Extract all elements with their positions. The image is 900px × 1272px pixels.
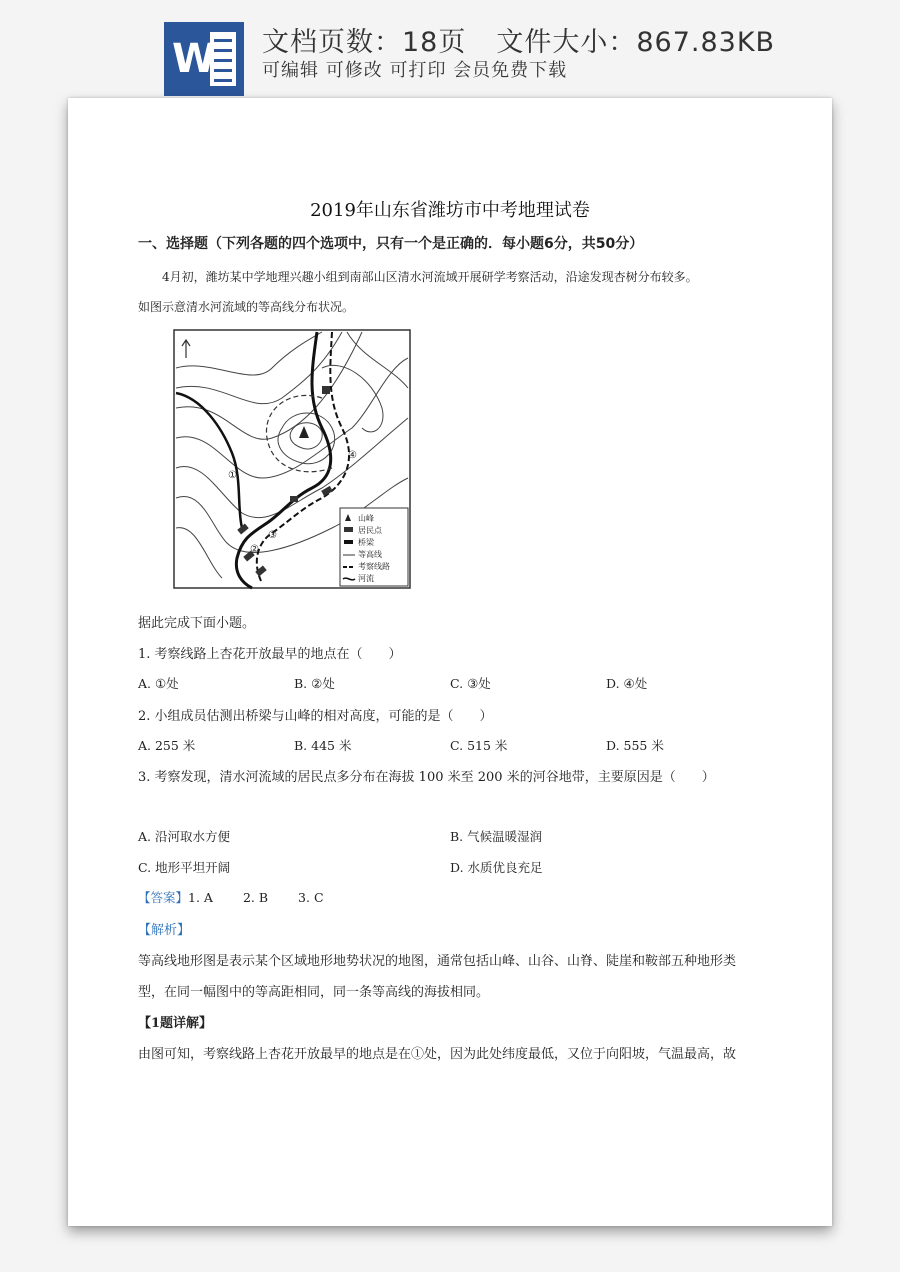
bridge-icon	[322, 386, 330, 394]
prompt-text: 据此完成下面小题。	[138, 616, 256, 631]
q3-option-b: B. 气候温暖湿润	[450, 829, 543, 844]
feature-list: 可编辑 可修改 可打印 会员免费下载	[262, 60, 568, 81]
legend-label: 桥梁	[358, 538, 374, 547]
file-size: 文件大小：867.83KB	[496, 27, 776, 58]
map-point-label: ③	[268, 530, 277, 541]
q1-option-b: B. ②处	[294, 676, 335, 691]
file-info	[262, 20, 775, 59]
contour-map	[172, 328, 412, 590]
q1-option-c: C. ③处	[450, 676, 491, 691]
download-banner	[0, 0, 900, 100]
intro-line-2: 如图示意清水河流域的等高线分布状况。	[138, 300, 355, 314]
word-document-icon	[164, 22, 244, 96]
q2-option-a: A. 255 米	[138, 738, 196, 753]
bridge-icon	[290, 496, 298, 502]
map-point-label: ②	[250, 544, 259, 555]
question-2: 2. 小组成员估测出桥梁与山峰的相对高度，可能的是（ ）	[138, 709, 493, 724]
question-1: 1. 考察线路上杏花开放最早的地点在（ ）	[138, 647, 402, 662]
page-title: 2019年山东省潍坊市中考地理试卷	[310, 200, 590, 221]
legend-label: 居民点	[358, 526, 382, 535]
q3-option-d: D. 水质优良充足	[450, 860, 543, 875]
map-point-label: ①	[228, 470, 237, 481]
q1-option-a: A. ①处	[138, 676, 179, 691]
q2-option-d: D. 555 米	[606, 738, 664, 753]
legend-label: 山峰	[358, 514, 374, 523]
page-count: 文档页数：18页	[262, 27, 467, 58]
answer-1: 1. A	[188, 890, 213, 905]
word-letter: W	[172, 36, 217, 82]
analysis-line-1: 等高线地形图是表示某个区域地形地势状况的地图，通常包括山峰、山谷、山脊、陡崖和鞍部五种地形类	[138, 954, 737, 969]
question-3: 3. 考察发现，清水河流域的居民点多分布在海拔 100 米至 200 米的河谷地带，主要原因是（ ）	[138, 770, 715, 785]
legend-label: 河流	[358, 574, 374, 583]
legend-label: 考察线路	[358, 562, 390, 571]
detail-line-1: 由图可知，考察线路上杏花开放最早的地点是在①处，因为此处纬度最低，又位于向阳坡，气温最高，故	[138, 1047, 737, 1062]
answer-3: 3. C	[298, 890, 324, 905]
map-legend	[340, 508, 408, 586]
analysis-tag: 【解析】	[138, 923, 191, 938]
map-point-label: ④	[348, 450, 357, 461]
answer-tag: 【答案】	[138, 890, 189, 905]
section-heading: 一、选择题（下列各题的四个选项中，只有一个是正确的．每小题6分，共50分）	[138, 236, 644, 252]
answer-line	[138, 888, 324, 906]
answer-2: 2. B	[242, 890, 269, 905]
intro-line-1: 4月初，潍坊某中学地理兴趣小组到南部山区清水河流域开展研学考察活动，沿途发现杏树分布较多。	[162, 270, 698, 284]
detail-tag: 【1题详解】	[138, 1016, 213, 1031]
document-page	[68, 98, 832, 1226]
legend-label: 等高线	[358, 550, 382, 559]
q3-option-a: A. 沿河取水方便	[138, 829, 230, 844]
analysis-line-2: 型，在同一幅图中的等高距相同，同一条等高线的海拔相同。	[138, 985, 490, 1000]
q2-option-b: B. 445 米	[294, 738, 352, 753]
q1-option-d: D. ④处	[606, 676, 648, 691]
q3-option-c: C. 地形平坦开阔	[138, 860, 231, 875]
q2-option-c: C. 515 米	[450, 738, 508, 753]
